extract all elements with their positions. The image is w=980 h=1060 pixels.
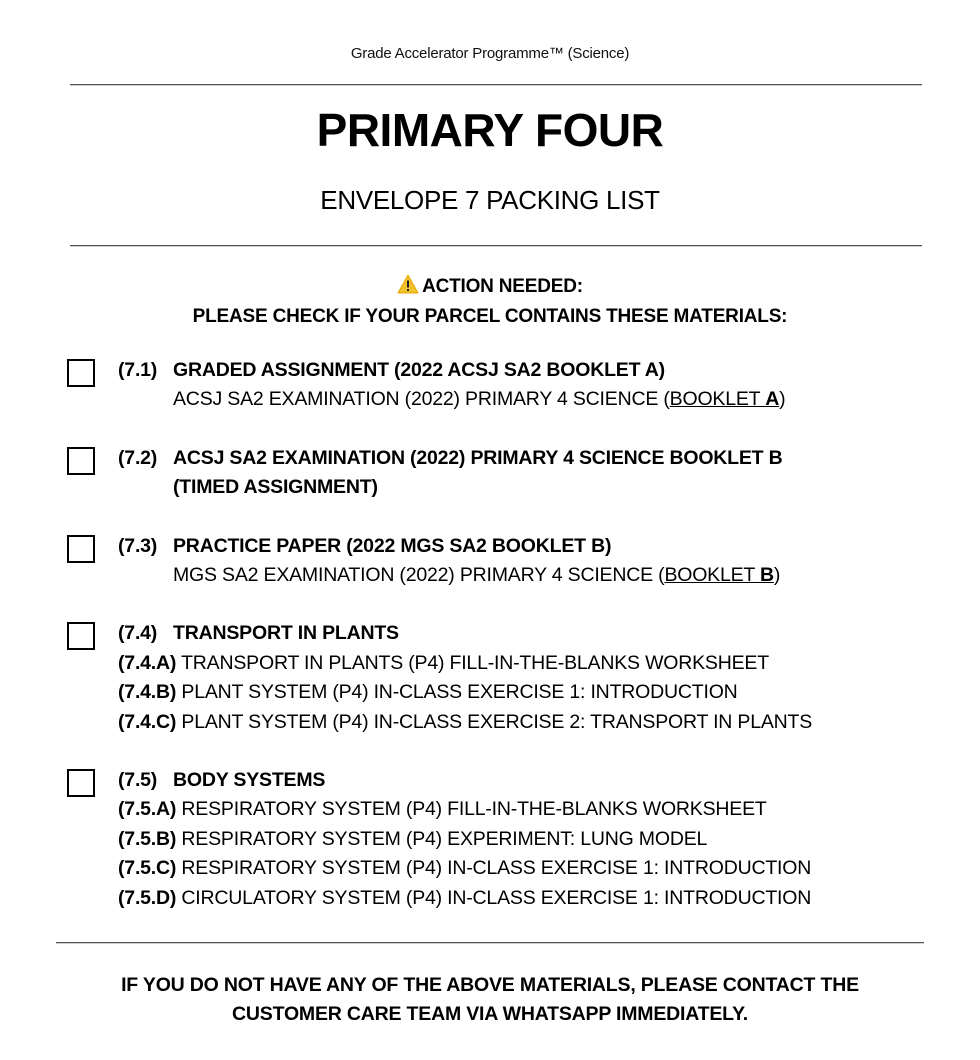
subitem-7-4-c <box>118 708 980 737</box>
header-divider-bottom <box>70 245 922 247</box>
checkbox-7-2[interactable] <box>67 447 95 475</box>
item-detail <box>118 561 980 590</box>
subitem-7-4-a <box>118 649 980 678</box>
action-notice-line2: PLEASE CHECK IF YOUR PARCEL CONTAINS THESE MATERIALS: <box>192 306 788 327</box>
list-item-7-5 <box>0 766 980 913</box>
list-item-7-2 <box>0 444 980 503</box>
subitem-text: RESPIRATORY SYSTEM (P4) EXPERIMENT: LUNG MODEL <box>181 827 708 850</box>
item-title-text: TRANSPORT IN PLANTS <box>173 622 399 645</box>
item-title-text: GRADED ASSIGNMENT (2022 ACSJ SA2 BOOKLET A) <box>173 359 665 381</box>
item-detail <box>118 385 980 414</box>
checkbox-7-3[interactable] <box>67 535 95 563</box>
subitem-code: (7.5.B) <box>118 827 177 850</box>
item-title <box>118 766 980 795</box>
subitem-text: RESPIRATORY SYSTEM (P4) FILL-IN-THE-BLANKS WORKSHEET <box>181 798 767 821</box>
item-number: (7.5) <box>118 769 158 792</box>
detail-prefix: MGS SA2 EXAMINATION (2022) PRIMARY 4 SCIENCE ( <box>173 564 665 587</box>
page-subtitle: ENVELOPE 7 PACKING LIST <box>320 185 660 215</box>
list-item-7-1 <box>0 356 980 415</box>
checkbox-7-4[interactable] <box>67 622 95 650</box>
action-notice <box>0 272 980 332</box>
detail-underlined <box>664 564 773 586</box>
detail-bold: B <box>760 564 774 587</box>
subitem-7-4-b <box>118 678 980 707</box>
subitem-text: PLANT SYSTEM (P4) IN-CLASS EXERCISE 2: TRANSPORT IN PLANTS <box>181 710 813 733</box>
checkbox-7-1[interactable] <box>67 359 95 387</box>
subitem-code: (7.4.A) <box>118 651 177 674</box>
item-title-text: ACSJ SA2 EXAMINATION (2022) PRIMARY 4 SCIENCE BOOKLET B <box>173 446 783 469</box>
item-number: (7.2) <box>118 446 158 469</box>
detail-suffix: ) <box>779 388 786 411</box>
subitem-code: (7.5.A) <box>118 798 177 821</box>
item-title <box>118 532 980 561</box>
item-title <box>118 356 980 385</box>
footer-notice <box>0 971 980 1029</box>
detail-prefix: ACSJ SA2 EXAMINATION (2022) PRIMARY 4 SCIENCE ( <box>173 388 670 411</box>
footer-divider <box>56 942 924 944</box>
programme-name: Grade Accelerator Programme™ (Science) <box>350 45 630 62</box>
subitem-code: (7.4.B) <box>118 681 177 704</box>
page-title: PRIMARY FOUR <box>316 104 664 156</box>
item-number: (7.3) <box>118 534 158 557</box>
checkbox-7-5[interactable] <box>67 769 95 797</box>
item-number: (7.4) <box>118 622 158 645</box>
subitem-code: (7.4.C) <box>118 710 177 733</box>
list-item-7-4 <box>0 619 980 737</box>
detail-underlined-text: BOOKLET <box>664 564 761 587</box>
warning-icon <box>397 274 419 294</box>
subitem-text: PLANT SYSTEM (P4) IN-CLASS EXERCISE 1: INTRODUCTION <box>181 681 738 704</box>
header-divider-top <box>70 84 922 86</box>
subitem-7-5-a <box>118 795 980 824</box>
detail-bold: A <box>765 388 780 411</box>
item-number: (7.1) <box>118 359 158 381</box>
subitem-code: (7.5.C) <box>118 857 177 880</box>
detail-suffix: ) <box>773 564 781 587</box>
packing-list <box>0 356 980 942</box>
subitem-7-5-d <box>118 884 980 913</box>
item-title-continued: (TIMED ASSIGNMENT) <box>173 476 378 499</box>
action-notice-line1 <box>0 272 980 302</box>
item-title-text: PRACTICE PAPER (2022 MGS SA2 BOOKLET B) <box>173 534 612 557</box>
subitem-code: (7.5.D) <box>118 886 177 909</box>
subitem-text: CIRCULATORY SYSTEM (P4) IN-CLASS EXERCISE 1: INTRODUCTION <box>181 886 812 909</box>
footer-line1: IF YOU DO NOT HAVE ANY OF THE ABOVE MATERIALS, PLEASE CONTACT THE <box>121 974 859 996</box>
detail-underlined <box>670 388 779 410</box>
subitem-7-5-c <box>118 854 980 883</box>
subitem-7-5-b <box>118 825 980 854</box>
item-title <box>118 619 980 648</box>
item-title-text: BODY SYSTEMS <box>173 769 326 792</box>
detail-underlined-text: BOOKLET <box>669 388 766 411</box>
item-title <box>118 444 980 473</box>
list-item-7-3 <box>0 532 980 591</box>
subitem-text: TRANSPORT IN PLANTS (P4) FILL-IN-THE-BLANKS WORKSHEET <box>181 651 769 674</box>
footer-line2: CUSTOMER CARE TEAM VIA WHATSAPP IMMEDIATELY. <box>232 1003 748 1025</box>
subitem-text: RESPIRATORY SYSTEM (P4) IN-CLASS EXERCISE 1: INTRODUCTION <box>181 857 812 880</box>
action-needed-label: ACTION NEEDED: <box>422 276 583 297</box>
